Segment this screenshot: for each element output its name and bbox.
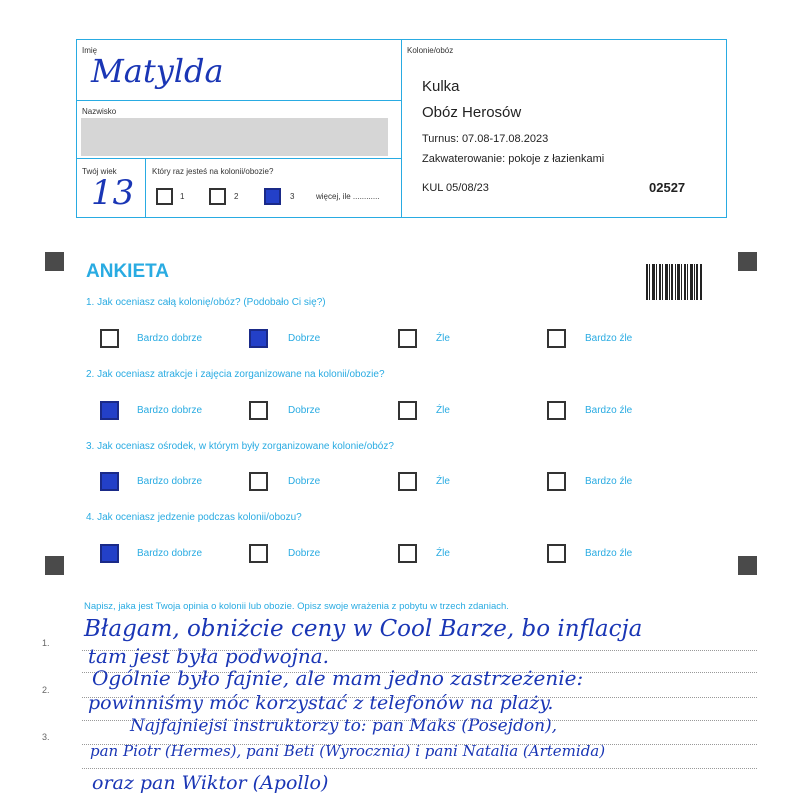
q3-zle-checkbox[interactable] — [398, 472, 417, 491]
question-4: 4. Jak oceniasz jedzenie podczas kolonii/obozu? — [86, 512, 302, 523]
ktory-raz-2-checkbox[interactable] — [209, 188, 226, 205]
handwriting-line-7[interactable]: oraz pan Wiktor (Apollo) — [92, 772, 329, 794]
handwriting-line-3[interactable]: Ogólnie było fajnie, ale mam jedno zastrzeżenie: — [92, 666, 584, 690]
q1-bardzo-zle-checkbox[interactable] — [547, 329, 566, 348]
q2-bardzo-dobrze-label: Bardzo dobrze — [137, 405, 203, 416]
q3-bardzo-dobrze-label: Bardzo dobrze — [137, 476, 203, 487]
wiek-label: Twój wiek — [82, 167, 117, 176]
opinion-prompt: Napisz, jaka jest Twoja opinia o kolonii lub obozie. Opisz swoje wrażenia z pobytu w trzech zdaniach. — [84, 601, 509, 612]
q1-bardzo-dobrze-checkbox[interactable] — [100, 329, 119, 348]
oboz-name: Obóz Herosów — [422, 104, 522, 121]
q1-bardzo-dobrze-label: Bardzo dobrze — [137, 333, 203, 344]
kolonie-label: Kolonie/obóz — [407, 46, 454, 55]
header-box — [76, 39, 727, 218]
q3-bardzo-zle-checkbox[interactable] — [547, 472, 566, 491]
q2-bardzo-zle-label: Bardzo źle — [585, 405, 633, 416]
registration-marker-top-left — [45, 252, 64, 271]
q4-dobrze-checkbox[interactable] — [249, 544, 268, 563]
q1-dobrze-label: Dobrze — [288, 333, 321, 344]
numer: 02527 — [649, 180, 686, 195]
ktory-raz-3-label: 3 — [290, 192, 295, 201]
q4-zle-label: Źle — [436, 548, 450, 559]
q1-bardzo-zle-label: Bardzo źle — [585, 333, 633, 344]
q4-bardzo-zle-label: Bardzo źle — [585, 548, 633, 559]
q4-bardzo-dobrze-checkbox[interactable] — [100, 544, 119, 563]
q1-zle-checkbox[interactable] — [398, 329, 417, 348]
handwriting-line-4[interactable]: powinniśmy móc korzystać z telefonów na plaży. — [88, 692, 554, 714]
q2-zle-checkbox[interactable] — [398, 401, 417, 420]
turnus: Turnus: 07.08-17.08.2023 — [422, 133, 549, 145]
q4-zle-checkbox[interactable] — [398, 544, 417, 563]
q4-dobrze-label: Dobrze — [288, 548, 321, 559]
q2-bardzo-dobrze-checkbox[interactable] — [100, 401, 119, 420]
ktory-raz-wiecej-label: więcej, ile ............ — [316, 192, 380, 201]
q4-bardzo-zle-checkbox[interactable] — [547, 544, 566, 563]
question-1: 1. Jak oceniasz całą kolonię/obóz? (Podobało Ci się?) — [86, 297, 326, 308]
ktory-raz-label: Który raz jesteś na kolonii/obozie? — [152, 167, 274, 176]
handwriting-line-1[interactable]: Błagam, obniżcie ceny w Cool Barze, bo inflacja — [84, 616, 643, 642]
q2-dobrze-label: Dobrze — [288, 405, 321, 416]
q3-dobrze-checkbox[interactable] — [249, 472, 268, 491]
handwriting-line-6[interactable]: pan Piotr (Hermes), pani Beti (Wyrocznia) i pani Natalia (Artemida) — [90, 742, 606, 760]
ktory-raz-3-checkbox[interactable] — [264, 188, 281, 205]
q4-bardzo-dobrze-label: Bardzo dobrze — [137, 548, 203, 559]
question-3: 3. Jak oceniasz ośrodek, w którym były zorganizowane kolonie/obóz? — [86, 441, 394, 452]
kolonie-name: Kulka — [422, 78, 460, 95]
imie-value[interactable]: Matylda — [91, 52, 224, 90]
registration-marker-top-right — [738, 252, 757, 271]
registration-marker-bottom-left — [45, 556, 64, 575]
imie-label: Imię — [82, 46, 98, 55]
ktory-raz-1-label: 1 — [180, 192, 185, 201]
answer-line — [82, 768, 757, 769]
ktory-raz-1-checkbox[interactable] — [156, 188, 173, 205]
zakwaterowanie: Zakwaterowanie: pokoje z łazienkami — [422, 153, 605, 165]
ktory-raz-2-label: 2 — [234, 192, 239, 201]
line-number-1: 1. — [42, 638, 50, 648]
q3-dobrze-label: Dobrze — [288, 476, 321, 487]
q2-zle-label: Źle — [436, 405, 450, 416]
survey-title: ANKIETA — [86, 261, 170, 282]
registration-marker-bottom-right — [738, 556, 757, 575]
q3-bardzo-dobrze-checkbox[interactable] — [100, 472, 119, 491]
q1-dobrze-checkbox[interactable] — [249, 329, 268, 348]
handwriting-line-5[interactable]: Najfajniejsi instruktorzy to: pan Maks (Posejdon), — [130, 716, 558, 736]
wiek-value[interactable]: 13 — [91, 173, 135, 213]
kod: KUL 05/08/23 — [422, 182, 489, 194]
q2-bardzo-zle-checkbox[interactable] — [547, 401, 566, 420]
barcode-icon — [646, 264, 702, 300]
question-2: 2. Jak oceniasz atrakcje i zajęcia zorganizowane na kolonii/obozie? — [86, 369, 385, 380]
line-number-2: 2. — [42, 685, 50, 695]
q3-zle-label: Źle — [436, 476, 450, 487]
handwriting-line-2[interactable]: tam jest była podwojna. — [88, 644, 330, 668]
q1-zle-label: Źle — [436, 333, 450, 344]
q2-dobrze-checkbox[interactable] — [249, 401, 268, 420]
line-number-3: 3. — [42, 732, 50, 742]
nazwisko-label: Nazwisko — [82, 107, 117, 116]
nazwisko-redacted — [81, 118, 388, 156]
q3-bardzo-zle-label: Bardzo źle — [585, 476, 633, 487]
